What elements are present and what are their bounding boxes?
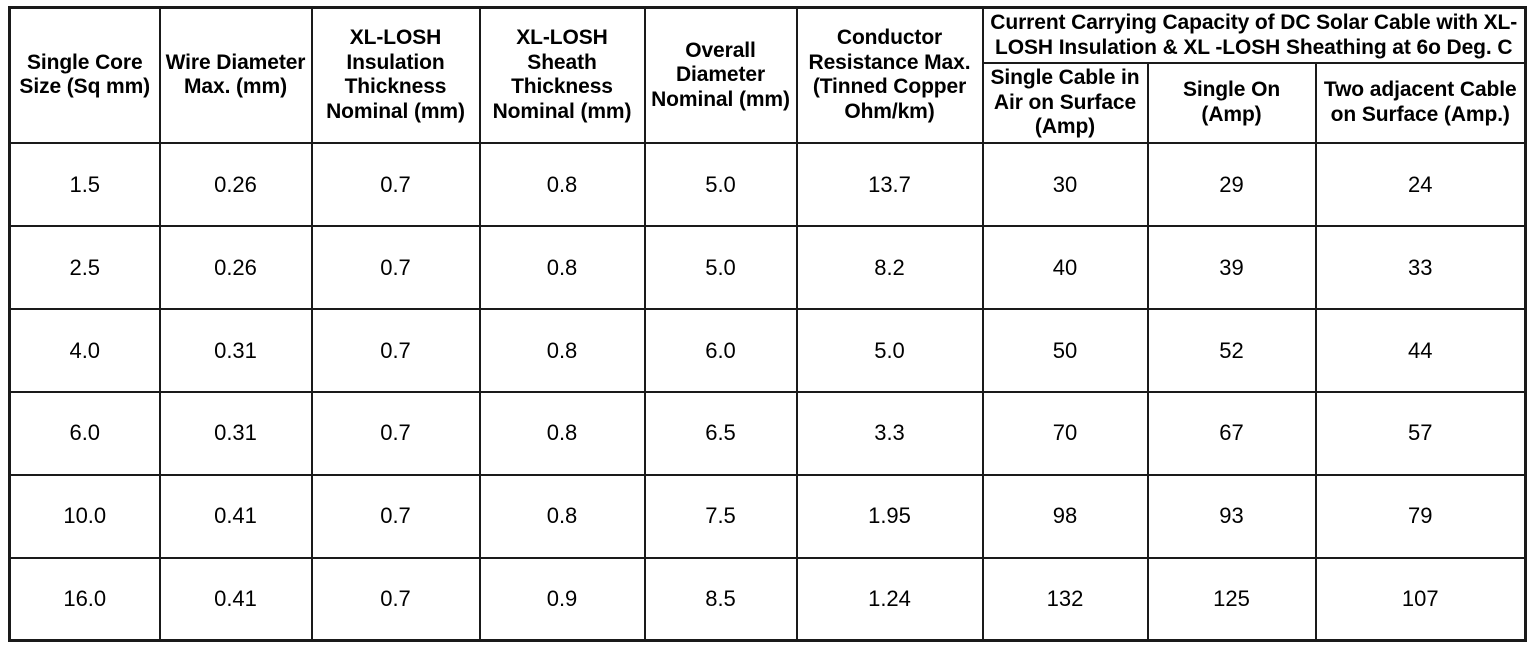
cell-single-on: 93	[1148, 475, 1316, 558]
column-header-single-core-size: Single Core Size (Sq mm)	[10, 8, 160, 143]
cell-insulation-thickness: 0.7	[312, 226, 480, 309]
cell-overall-diameter: 5.0	[645, 226, 797, 309]
cell-wire-diameter: 0.31	[160, 309, 312, 392]
cell-single-core-size: 16.0	[10, 558, 160, 641]
cell-single-core-size: 4.0	[10, 309, 160, 392]
cell-overall-diameter: 6.5	[645, 392, 797, 475]
cell-wire-diameter: 0.31	[160, 392, 312, 475]
cell-single-cable-in-air: 40	[983, 226, 1148, 309]
cell-overall-diameter: 6.0	[645, 309, 797, 392]
cell-single-cable-in-air: 70	[983, 392, 1148, 475]
cell-insulation-thickness: 0.7	[312, 392, 480, 475]
cell-wire-diameter: 0.41	[160, 558, 312, 641]
cell-single-on: 125	[1148, 558, 1316, 641]
cell-single-cable-in-air: 98	[983, 475, 1148, 558]
cell-wire-diameter: 0.26	[160, 143, 312, 226]
table-row	[10, 309, 1526, 392]
cell-single-on: 67	[1148, 392, 1316, 475]
cell-single-on: 29	[1148, 143, 1316, 226]
cell-sheath-thickness: 0.8	[480, 309, 645, 392]
cell-single-cable-in-air: 50	[983, 309, 1148, 392]
cell-single-on: 52	[1148, 309, 1316, 392]
cell-two-adjacent-cable: 44	[1316, 309, 1526, 392]
cell-single-core-size: 6.0	[10, 392, 160, 475]
cell-wire-diameter: 0.26	[160, 226, 312, 309]
cell-sheath-thickness: 0.8	[480, 226, 645, 309]
column-header-insulation-thickness: XL-LOSH Insulation Thickness Nominal (mm)	[312, 8, 480, 143]
table-row	[10, 143, 1526, 226]
cell-overall-diameter: 8.5	[645, 558, 797, 641]
cell-insulation-thickness: 0.7	[312, 143, 480, 226]
cell-single-on: 39	[1148, 226, 1316, 309]
cell-sheath-thickness: 0.9	[480, 558, 645, 641]
cell-two-adjacent-cable: 24	[1316, 143, 1526, 226]
cell-insulation-thickness: 0.7	[312, 309, 480, 392]
cell-overall-diameter: 7.5	[645, 475, 797, 558]
cell-two-adjacent-cable: 57	[1316, 392, 1526, 475]
cell-sheath-thickness: 0.8	[480, 392, 645, 475]
cell-single-cable-in-air: 30	[983, 143, 1148, 226]
cell-conductor-resistance: 13.7	[797, 143, 983, 226]
table-row	[10, 392, 1526, 475]
cell-sheath-thickness: 0.8	[480, 475, 645, 558]
column-group-header-current-carrying-capacity: Current Carrying Capacity of DC Solar Cable with XL- LOSH Insulation & XL -LOSH Sheathing at 6o Deg. C	[983, 8, 1526, 64]
cell-two-adjacent-cable: 33	[1316, 226, 1526, 309]
cell-sheath-thickness: 0.8	[480, 143, 645, 226]
cell-insulation-thickness: 0.7	[312, 558, 480, 641]
cell-conductor-resistance: 1.24	[797, 558, 983, 641]
cable-specification-table	[8, 6, 1527, 642]
column-header-single-cable-in-air: Single Cable in Air on Surface (Amp)	[983, 63, 1148, 143]
cell-conductor-resistance: 3.3	[797, 392, 983, 475]
column-header-two-adjacent-cable: Two adjacent Cable on Surface (Amp.)	[1316, 63, 1526, 143]
cell-conductor-resistance: 8.2	[797, 226, 983, 309]
cell-conductor-resistance: 5.0	[797, 309, 983, 392]
column-header-wire-diameter: Wire Diameter Max. (mm)	[160, 8, 312, 143]
cell-two-adjacent-cable: 107	[1316, 558, 1526, 641]
table-row	[10, 226, 1526, 309]
table-body	[10, 143, 1526, 641]
cell-overall-diameter: 5.0	[645, 143, 797, 226]
table-row	[10, 558, 1526, 641]
column-header-overall-diameter: Overall Diameter Nominal (mm)	[645, 8, 797, 143]
column-header-conductor-resistance: Conductor Resistance Max. (Tinned Copper Ohm/km)	[797, 8, 983, 143]
cell-single-core-size: 1.5	[10, 143, 160, 226]
cell-conductor-resistance: 1.95	[797, 475, 983, 558]
cell-single-cable-in-air: 132	[983, 558, 1148, 641]
column-header-sheath-thickness: XL-LOSH Sheath Thickness Nominal (mm)	[480, 8, 645, 143]
header-row-primary	[10, 8, 1526, 64]
cell-wire-diameter: 0.41	[160, 475, 312, 558]
cell-single-core-size: 10.0	[10, 475, 160, 558]
cell-single-core-size: 2.5	[10, 226, 160, 309]
column-header-single-on: Single On (Amp)	[1148, 63, 1316, 143]
table-row	[10, 475, 1526, 558]
cell-insulation-thickness: 0.7	[312, 475, 480, 558]
cell-two-adjacent-cable: 79	[1316, 475, 1526, 558]
table-header	[10, 8, 1526, 143]
